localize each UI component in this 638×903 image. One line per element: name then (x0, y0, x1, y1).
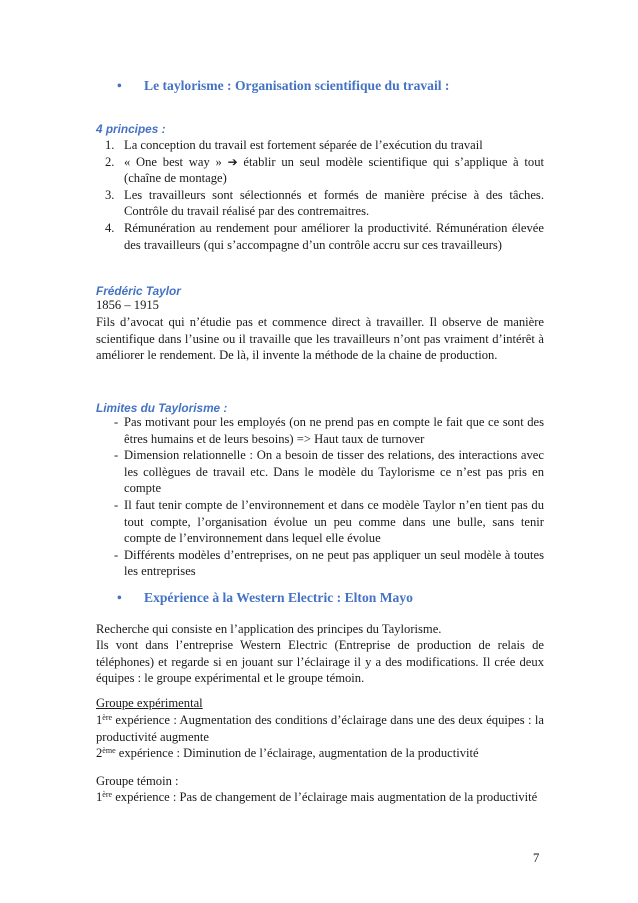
dash-icon: - (114, 547, 119, 562)
list-item-text: Il faut tenir compte de l’environnement et dans ce modèle Taylor n’en tient pas du tout compte, l’organisation évolue un peu comme dans une bulle, sans tenir compte de l’environnement dans lequel elle évolue (124, 497, 544, 546)
section-heading-taylorisme (117, 78, 449, 94)
exp-number: 2 (96, 746, 103, 760)
list-item-text: « One best way » (124, 154, 222, 169)
limites-list (96, 414, 544, 580)
exp-ordinal: ère (102, 790, 113, 799)
list-item (96, 547, 544, 580)
list-item (96, 137, 544, 154)
taylor-label: Frédéric Taylor (96, 284, 181, 298)
list-item (96, 497, 544, 547)
recherche-intro: Recherche qui consiste en l’application des principes du Taylorisme. (96, 622, 442, 636)
exp-text: expérience : Augmentation des conditions d’éclairage dans une des deux équipes : la productivité augmente (96, 713, 544, 744)
groupe-experimental-title: Groupe expérimental (96, 696, 203, 710)
exp-text: expérience : Pas de changement de l’éclairage mais augmentation de la productivité (112, 790, 538, 804)
groupe-experimental-exp2 (96, 745, 544, 762)
exp-number: 1 (96, 790, 103, 804)
list-item-text: établir un seul modèle scientifique qui s’applique à tout (chaîne de montage) (124, 154, 544, 186)
list-item-text: La conception du travail est fortement séparée de l’exécution du travail (124, 138, 483, 152)
bullet-icon: • (117, 590, 122, 605)
list-item-text: Les travailleurs sont sélectionnés et formés de manière précise à des tâches. Contrôle du travail réalisé par des contremaitres. (124, 187, 544, 219)
arrow-right-icon: ➔ (227, 154, 238, 169)
principes-label: 4 principes : (96, 122, 166, 136)
list-item-text: Pas motivant pour les employés (on ne prend pas en compte le fait que ce sont des êtres humains et de leurs besoins) => Haut taux de turnover (124, 415, 544, 446)
list-number: 2. (105, 154, 115, 169)
taylor-dates: 1856 – 1915 (96, 298, 159, 312)
limites-label: Limites du Taylorisme : (96, 401, 228, 415)
exp-text: expérience : Diminution de l’éclairage, augmentation de la productivité (115, 746, 479, 760)
exp-ordinal: ème (102, 746, 116, 755)
dash-icon: - (114, 448, 119, 463)
recherche-paragraph: Ils vont dans l’entreprise Western Electric (Entreprise de production de relais de téléphones) et regarde si en jouant sur l’éclairage il y a des modifications. Il crée deux équipes : le groupe expérimental et le groupe témoin. (96, 638, 544, 686)
list-item (96, 187, 544, 220)
list-item-text: Rémunération au rendement pour améliorer la productivité. Rémunération élevée des travailleurs (qui s’accompagne d’un contrôle accru sur ces travailleurs) (124, 220, 544, 252)
groupe-temoin-exp1 (96, 789, 544, 806)
list-item-text: Dimension relationnelle : On a besoin de tisser des relations, des interactions avec les collègues de travail etc. Dans le modèle du Taylorisme ce n’est pas pris en compte (124, 448, 544, 496)
list-number: 3. (105, 187, 115, 202)
dash-icon: - (114, 497, 119, 512)
exp-number: 1 (96, 713, 103, 727)
section-heading-text: Le taylorisme : Organisation scientifique du travail : (144, 78, 450, 93)
principes-list (96, 137, 544, 253)
list-item (96, 414, 544, 447)
list-item (96, 154, 544, 187)
page-number: 7 (533, 851, 540, 865)
list-item (96, 220, 544, 253)
exp-ordinal: ère (102, 713, 113, 722)
section-heading-western-electric (117, 590, 413, 606)
list-item (96, 447, 544, 497)
list-number: 1. (105, 138, 115, 152)
section-heading-text: Expérience à la Western Electric : Elton Mayo (144, 590, 413, 605)
groupe-temoin-title: Groupe témoin : (96, 774, 179, 788)
bullet-icon: • (117, 78, 122, 93)
list-number: 4. (105, 220, 115, 235)
dash-icon: - (114, 415, 119, 429)
list-item-text: Différents modèles d’entreprises, on ne peut pas appliquer un seul modèle à toutes les entreprises (124, 547, 544, 579)
taylor-bio: Fils d’avocat qui n’étudie pas et commence direct à travailler. Il observe de manière scientifique dans l’usine ou il travaille que les travailleurs n’ont pas vraiment d’intérêt à améliorer le rendement. De là, il invente la méthode de la chaine de production. (96, 315, 544, 363)
groupe-experimental-exp1 (96, 712, 544, 745)
